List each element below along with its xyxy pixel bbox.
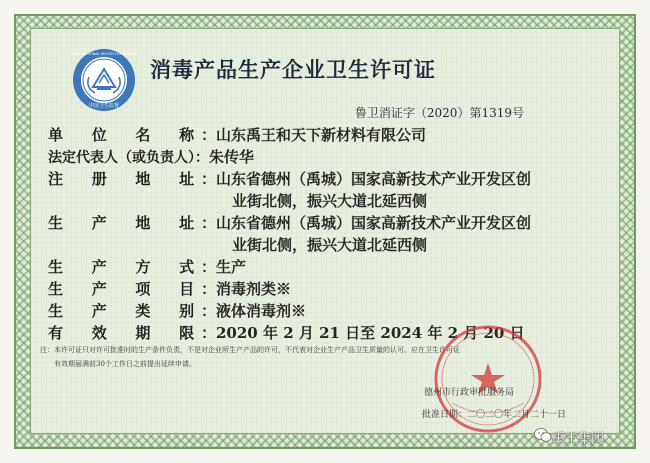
field-production-item xyxy=(48,278,291,299)
note-line: 有效期届满前30个工作日之前提出延续申请。 xyxy=(40,360,196,368)
field-value: 业街北侧，振兴大道北延西侧 xyxy=(232,192,428,210)
emblem-bottom-text: 中国卫生监督 xyxy=(88,103,120,109)
field-registered-address xyxy=(48,168,531,189)
field-production-address xyxy=(48,212,531,233)
wechat-icon xyxy=(534,427,552,443)
field-value: 消毒剂类※ xyxy=(216,280,292,298)
issuing-authority: 德州市行政审批服务局 xyxy=(424,388,515,398)
emblem-ring-text: CHINA NATIONAL HEALTH COMMISSION xyxy=(71,52,137,56)
field-production-mode xyxy=(48,256,246,277)
note-line: 注：本许可证只对许可批准时的生产条件负责，不是对企业所生产产品的许可，不代表对企业生产产品卫生质量的认可。应在卫生许可证 xyxy=(40,346,460,354)
field-label: 生 产 项 目： xyxy=(48,280,216,298)
field-label: 生 产 类 别： xyxy=(48,302,216,320)
brand-watermark: 禹王集团 xyxy=(552,432,605,447)
field-legal-rep xyxy=(48,146,254,167)
field-label: 生 产 方 式： xyxy=(48,258,216,276)
field-value: 液体消毒剂※ xyxy=(216,302,307,320)
issue-date: 批准日期：二〇二〇年二月二十一日 xyxy=(422,410,567,420)
field-production-address-line2 xyxy=(232,234,427,255)
field-label: 生 产 地 址： xyxy=(48,214,216,232)
field-production-category xyxy=(48,300,306,321)
field-value: 山东省德州（禹城）国家高新技术产业开发区创 xyxy=(216,214,532,232)
field-label: 注 册 地 址： xyxy=(48,170,216,188)
certificate-number: 鲁卫消证字（2020）第1319号 xyxy=(354,106,524,120)
field-registered-address-line2 xyxy=(232,190,427,211)
certificate-title: 消毒产品生产企业卫生许可证 xyxy=(150,57,436,82)
field-value: 朱传华 xyxy=(209,148,255,166)
field-value: 山东禹王和天下新材料有限公司 xyxy=(216,126,427,144)
field-value: 山东省德州（禹城）国家高新技术产业开发区创 xyxy=(216,170,532,188)
health-emblem-icon xyxy=(71,47,137,113)
field-company-name xyxy=(48,124,426,145)
field-value: 生产 xyxy=(216,258,247,276)
field-label: 单 位 名 称： xyxy=(48,126,216,144)
field-label: 有 效 期 限： xyxy=(48,324,216,342)
field-value: 2020 年 2 月 21 日至 2024 年 2 月 20 日 xyxy=(216,324,525,342)
field-value: 业街北侧，振兴大道北延西侧 xyxy=(232,236,428,254)
field-label: 法定代表人（或负责人）： xyxy=(48,150,209,166)
